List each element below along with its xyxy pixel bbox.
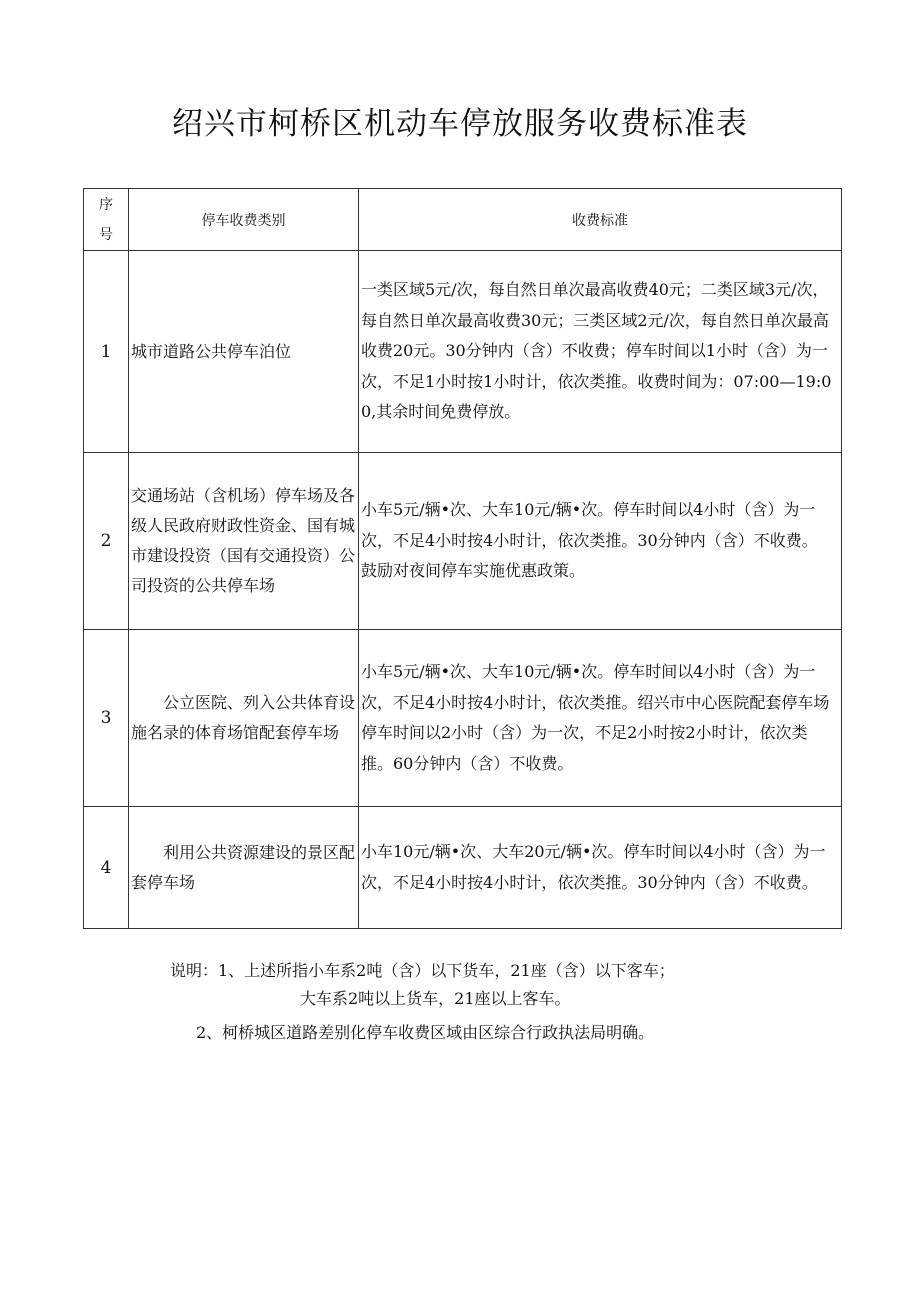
header-no (84, 189, 129, 251)
row-number: 3 (84, 630, 129, 807)
row-number: 2 (84, 453, 129, 630)
header-standard: 收费标准 (359, 189, 842, 251)
header-no-line1: 序 (99, 196, 113, 213)
table-row (84, 453, 842, 630)
table-row (84, 251, 842, 453)
row-standard: 小车10元/辆•次、大车20元/辆•次。停车时间以4小时（含）为一次，不足4小时按4小时计，依次类推。30分钟内（含）不收费。 (359, 807, 842, 929)
row-category: 交通场站（含机场）停车场及各级人民政府财政性资金、国有城市建设投资（国有交通投资）公司投资的公共停车场 (129, 453, 359, 630)
table-header-row (84, 189, 842, 251)
row-category: 公立医院、列入公共体育设施名录的体育场馆配套停车场 (129, 630, 359, 807)
note-line: 大车系2吨以上货车，21座以上客车。 (300, 989, 571, 1008)
header-no-line2: 号 (99, 226, 113, 243)
fee-standard-table (83, 188, 842, 929)
row-number: 1 (84, 251, 129, 453)
row-standard: 小车5元/辆•次、大车10元/辆•次。停车时间以4小时（含）为一次，不足4小时按4小时计，依次类推。30分钟内（含）不收费。鼓励对夜间停车实施优惠政策。 (359, 453, 842, 630)
row-standard: 一类区域5元/次，每自然日单次最高收费40元；二类区域3元/次，每自然日单次最高收费30元；三类区域2元/次，每自然日单次最高收费20元。30分钟内（含）不收费；停车时间以1小时（含）为一次，不足1小时按1小时计，依次类推。收费时间为：07:00—19:00,其余时间免费停放。 (359, 251, 842, 453)
row-category: 城市道路公共停车泊位 (129, 251, 359, 453)
row-category: 利用公共资源建设的景区配套停车场 (129, 807, 359, 929)
row-number: 4 (84, 807, 129, 929)
row-standard: 小车5元/辆•次、大车10元/辆•次。停车时间以4小时（含）为一次，不足4小时按4小时计，依次类推。绍兴市中心医院配套停车场停车时间以2小时（含）为一次，不足2小时按2小时计，依次类推。60分钟内（含）不收费。 (359, 630, 842, 807)
note-line: 2、柯桥城区道路差别化停车收费区域由区综合行政执法局明确。 (196, 1023, 655, 1042)
table-row (84, 630, 842, 807)
table-row (84, 807, 842, 929)
document-title: 绍兴市柯桥区机动车停放服务收费标准表 (172, 106, 748, 142)
header-category: 停车收费类别 (129, 189, 359, 251)
note-line: 说明：1、上述所指小车系2吨（含）以下货车，21座（含）以下客车； (170, 961, 675, 980)
